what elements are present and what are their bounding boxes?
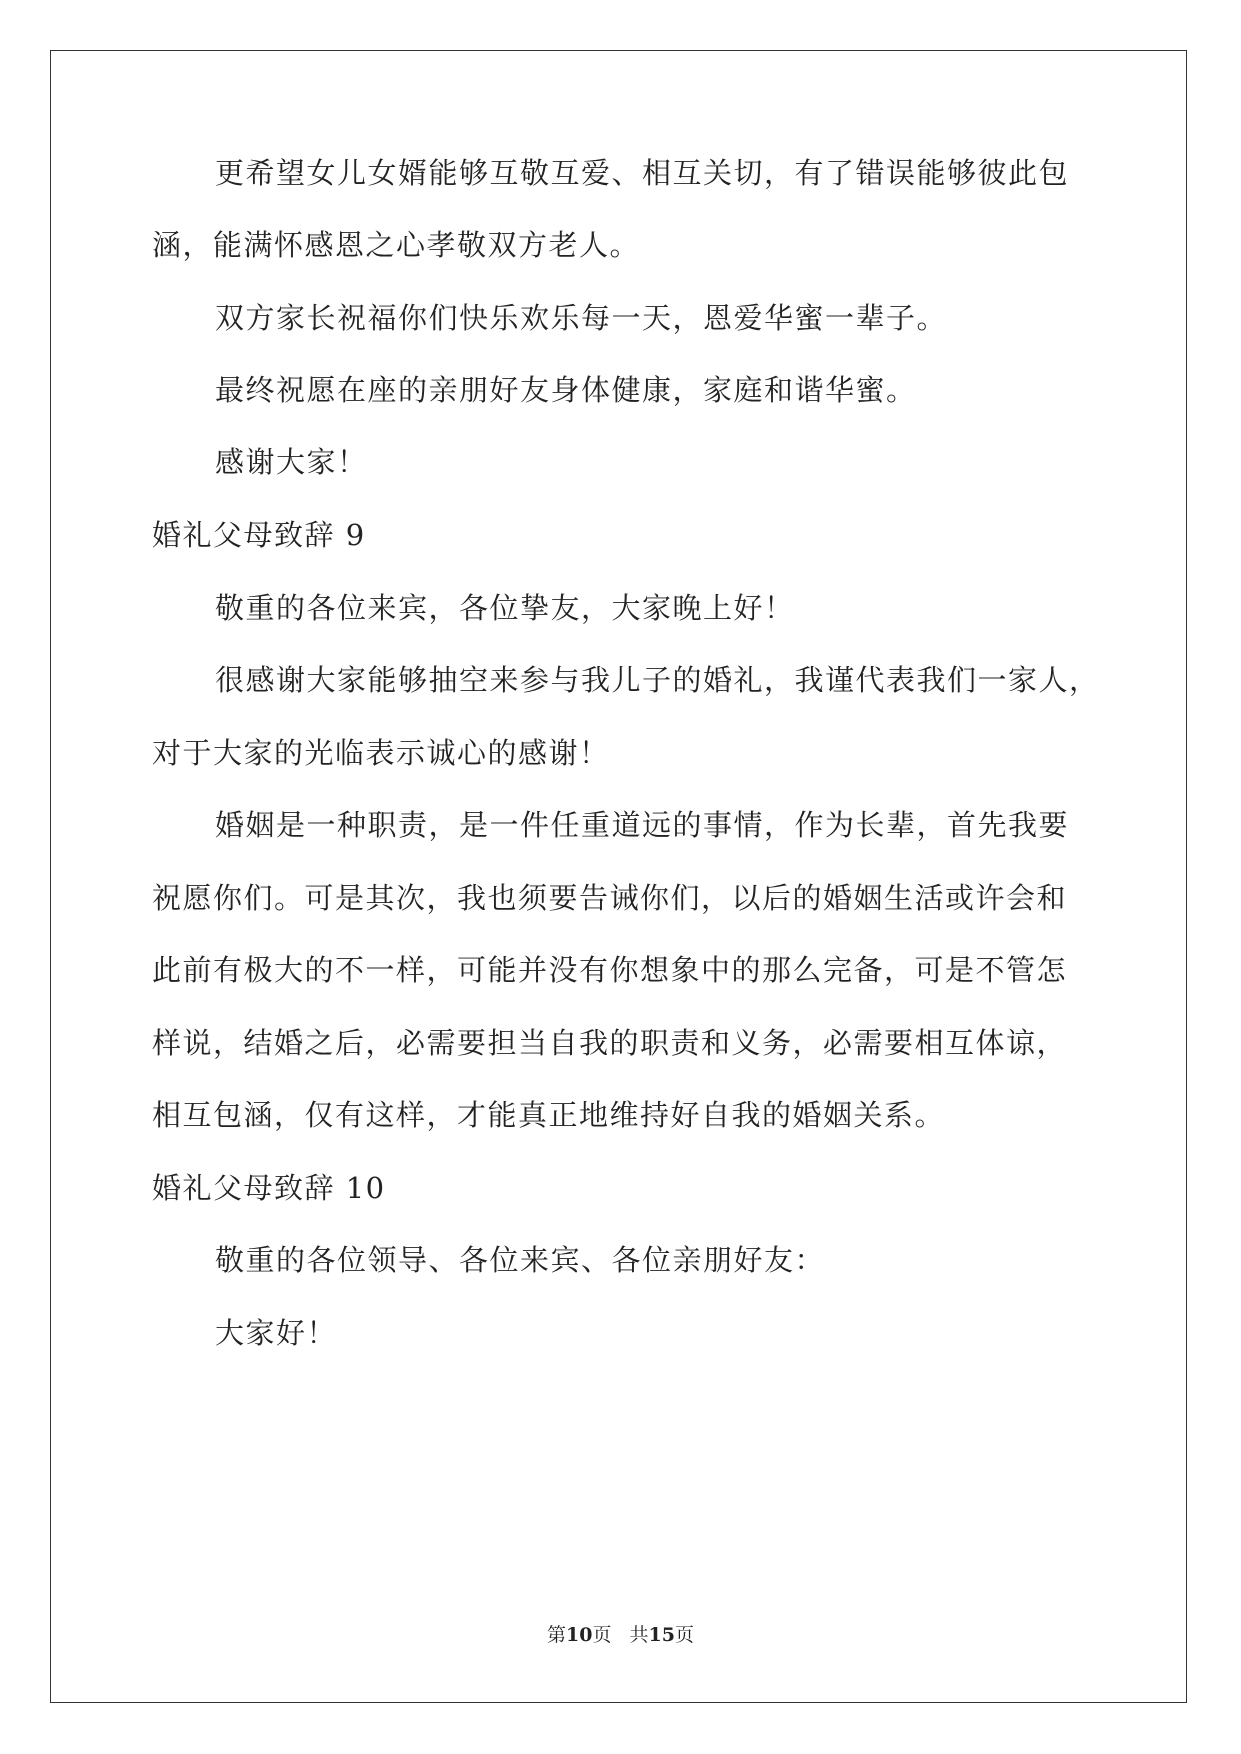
paragraph-line: 对于大家的光临表示诚心的感谢！	[152, 736, 610, 770]
section-heading: 婚礼父母致辞 9	[152, 518, 366, 552]
paragraph-line: 很感谢大家能够抽空来参与我儿子的婚礼，我谨代表我们一家人，	[215, 663, 1100, 697]
section-heading: 婚礼父母致辞 10	[152, 1171, 386, 1205]
page-current: 10	[566, 1624, 593, 1646]
page-total: 15	[648, 1624, 675, 1646]
paragraph-line: 大家好！	[215, 1316, 338, 1350]
paragraph-line: 祝愿你们。可是其次，我也须要告诫你们，以后的婚姻生活或许会和	[152, 881, 1068, 915]
paragraph-line: 涵，能满怀感恩之心孝敬双方老人。	[152, 228, 641, 262]
page-footer	[0, 1622, 1241, 1648]
paragraph-line: 婚姻是一种职责，是一件任重道远的事情，作为长辈，首先我要	[215, 808, 1070, 842]
total-suffix: 页	[674, 1624, 694, 1646]
paragraph-line: 样说，结婚之后，必需要担当自我的职责和义务，必需要相互体谅，	[152, 1026, 1068, 1060]
page-suffix: 页	[592, 1624, 612, 1646]
paragraph-line: 此前有极大的不一样，可能并没有你想象中的那么完备，可是不管怎	[152, 953, 1068, 987]
paragraph-line: 敬重的各位领导、各位来宾、各位亲朋好友：	[215, 1243, 826, 1277]
paragraph-line: 敬重的各位来宾，各位挚友，大家晚上好！	[215, 591, 795, 625]
paragraph-line: 感谢大家！	[215, 445, 368, 479]
paragraph-line: 相互包涵，仅有这样，才能真正地维持好自我的婚姻关系。	[152, 1098, 946, 1132]
paragraph-line: 更希望女儿女婿能够互敬互爱、相互关切，有了错误能够彼此包	[215, 156, 1070, 190]
total-prefix: 共	[629, 1624, 649, 1646]
paragraph-line: 最终祝愿在座的亲朋好友身体健康，家庭和谐华蜜。	[215, 373, 917, 407]
paragraph-line: 双方家长祝福你们快乐欢乐每一天，恩爱华蜜一辈子。	[215, 301, 948, 335]
page-prefix: 第	[547, 1624, 567, 1646]
